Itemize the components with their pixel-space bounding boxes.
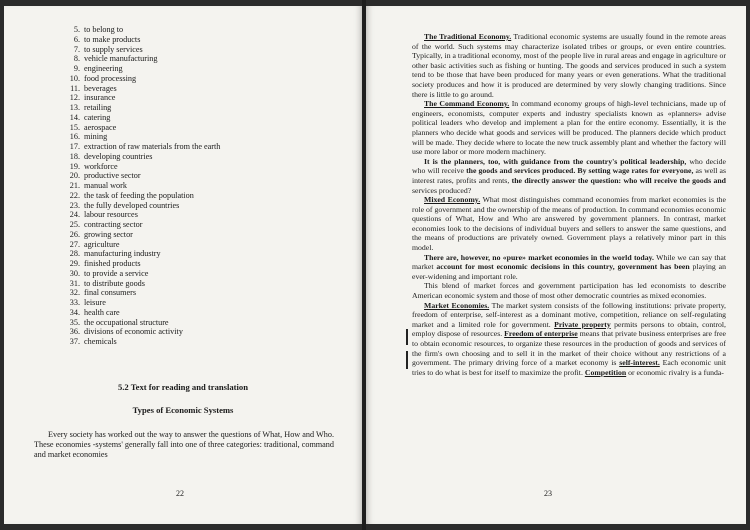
vocab-item — [66, 288, 220, 298]
page-number-left: 22 — [176, 489, 184, 498]
vocab-text: vehicle manufacturing — [84, 54, 158, 64]
vocab-text: aerospace — [84, 122, 117, 132]
term-command-economy: The Command Economy. — [424, 99, 510, 109]
vocab-text: workforce — [84, 161, 118, 171]
vocab-item — [66, 201, 220, 211]
vocab-text: leisure — [84, 298, 106, 307]
vocab-item — [66, 132, 220, 142]
vocab-item — [66, 64, 220, 74]
vocab-text: to belong to — [84, 25, 124, 34]
vocab-item — [66, 220, 220, 230]
term-mixed-economy: Mixed Economy. — [424, 195, 481, 205]
paragraph-mixed — [412, 195, 726, 253]
vocab-text: insurance — [84, 93, 116, 103]
paragraph-text: The market system consists of the following institutions: private property, freedom of enterprise, self-interest as a dominant motive, competition, reliance on self-regulating market and a limited role for government. — [412, 300, 726, 329]
vocab-number: 18. — [69, 151, 80, 161]
bold-text: There are, however, no «pure» market economies in the world today. — [424, 252, 654, 262]
vocab-number: 34. — [69, 307, 80, 317]
vocab-item — [66, 181, 220, 191]
paragraph-planners — [412, 157, 726, 195]
paragraph-text: In command economy groups of high-level technicians, made up of engineers, economists, computer experts and industry specialists known as «planners» advise political leaders who develop and implement a plan for the entire economy. Essentially, it is the planners who decide what goods and services will be produced. The planners decide which product will be made. They decide where to locate the new truck assembly plant and whether the factory will use more labor or more modern machinery. — [412, 99, 727, 157]
vocab-text: food processing — [84, 73, 137, 83]
vocab-item — [66, 74, 220, 84]
vocab-number: 17. — [69, 142, 80, 151]
bold-text: account for most economic decisions in this country, government has been — [436, 262, 690, 272]
vocab-number: 33. — [69, 298, 80, 307]
vocab-text: growing sector — [84, 229, 133, 239]
section-heading: 5.2 Text for reading and translation — [117, 382, 249, 392]
vocab-text: to supply services — [84, 44, 143, 54]
vocab-text: engineering — [84, 64, 123, 73]
vocab-number: 11. — [70, 83, 80, 93]
vocab-number: 32. — [69, 288, 80, 298]
vocab-number: 12. — [69, 93, 80, 103]
vocab-item — [66, 308, 220, 318]
vocab-number: 31. — [69, 278, 80, 288]
right-page — [366, 6, 746, 524]
vocab-number: 19. — [69, 161, 80, 171]
vocab-number: 16. — [69, 132, 80, 142]
vocab-text: to distribute goods — [84, 278, 145, 288]
paragraph-text: who decide who will receive — [412, 156, 726, 176]
vocab-number: 30. — [69, 268, 80, 278]
vocab-number: 25. — [69, 220, 80, 229]
vocab-text: chemicals — [84, 337, 117, 346]
vocab-item — [66, 152, 220, 162]
vocab-number: 7. — [73, 44, 80, 54]
vocabulary-list — [66, 25, 220, 347]
vocab-number: 23. — [69, 200, 80, 210]
paragraph-text: as well as interest rates, profits and rents, — [412, 166, 726, 185]
vocab-item — [66, 35, 220, 45]
vocab-number: 22. — [69, 190, 80, 200]
left-page — [4, 6, 362, 524]
text-title: Types of Economic Systems — [132, 405, 234, 415]
vocab-item — [66, 113, 220, 123]
bold-text: the goods and services produced. By setting wage rates for everyone, — [466, 166, 694, 176]
margin-mark — [406, 351, 408, 369]
paragraph-text: While we can say that market — [412, 252, 726, 272]
vocab-item — [66, 162, 220, 172]
paragraph-text: Traditional economic systems are usually found in the remote areas of the world. Such systems may characterize isolated tribes or groups, or even entire countries. Typically, in a traditional economy, most of the people live in rural areas and engage in agriculture or other basic activities such as fishing or hunting. The goods and services produced in such a system tend to be those that have been produced for many years or even generations. What the traditional society produces and how it is produced are determined by very slowly changing traditions. Since there is little to go around. — [412, 32, 726, 99]
paragraph-traditional — [412, 32, 726, 99]
vocab-text: manufacturing industry — [84, 249, 161, 259]
vocab-item — [66, 327, 220, 337]
term-traditional-economy: The Traditional Economy. — [424, 32, 512, 41]
vocab-text: extraction of raw materials from the earth — [84, 142, 221, 151]
vocab-number: 37. — [69, 337, 80, 346]
paragraph-market — [412, 301, 726, 378]
vocab-text: the occupational structure — [84, 317, 169, 327]
vocab-text: finished products — [84, 259, 141, 268]
vocab-text: divisions of economic activity — [84, 327, 183, 337]
paragraph-text: means that private business enterprises are free to obtain economic resources, to organize these resources in the production of goods and services of the firm's own choosing and to sell it in the market of their choice without any restrictions of a government. The primary driving force of a market economy is — [412, 329, 726, 368]
page-number-right: 23 — [544, 489, 552, 498]
vocab-text: to provide a service — [84, 268, 149, 278]
vocab-item — [66, 93, 220, 103]
vocab-number: 10. — [69, 73, 80, 83]
vocab-item — [66, 259, 220, 269]
vocab-item — [66, 54, 220, 64]
vocab-text: the fully developed countries — [84, 200, 180, 210]
vocab-number: 6. — [73, 34, 80, 44]
vocab-text: labour resources — [84, 210, 138, 220]
paragraph-command — [412, 99, 726, 157]
margin-mark — [406, 329, 408, 345]
vocab-number: 26. — [69, 229, 80, 239]
vocab-text: the task of feeding the population — [84, 190, 194, 200]
paragraph-text: services produced? — [412, 185, 472, 195]
vocab-text: beverages — [84, 83, 117, 93]
vocab-item — [66, 45, 220, 55]
vocab-item — [66, 279, 220, 289]
bold-text: the directly answer the question: who will receive the goods and — [511, 175, 726, 185]
vocab-item — [66, 337, 220, 347]
vocab-number: 36. — [69, 327, 80, 337]
intro-paragraph: Every society has worked out the way to answer the questions of What, How and Who. These economies -systems' generally fall into one of three categories: traditional, command and market economies — [34, 430, 334, 460]
term-freedom-of-enterprise: Freedom of enterprise — [504, 329, 578, 339]
vocab-text: agriculture — [84, 239, 120, 249]
vocab-number: 13. — [69, 103, 80, 112]
vocab-item — [66, 191, 220, 201]
vocab-number: 5. — [73, 25, 80, 34]
vocab-number: 27. — [69, 239, 80, 249]
vocab-number: 21. — [69, 181, 80, 190]
term-self-interest: self-interest. — [619, 358, 660, 368]
vocab-item — [66, 230, 220, 240]
vocab-number: 9. — [73, 64, 80, 73]
vocab-item — [66, 142, 220, 152]
paragraph-text: or economic rivalry is a funda- — [626, 367, 724, 377]
vocab-number: 24. — [69, 210, 80, 220]
vocab-number: 8. — [73, 54, 80, 64]
paragraph-blend: This blend of market forces and government participation has led economists to describe American economic system and those of most other democratic countries as mixed economies. — [412, 281, 726, 301]
vocab-item — [66, 25, 220, 35]
vocab-text: retailing — [84, 103, 112, 112]
vocab-number: 20. — [69, 171, 80, 181]
vocab-number: 15. — [69, 122, 80, 132]
paragraph-text: What most distinguishes command economies from market economies is the role of government and the ownership of the means of production. In command economies economic questions of What, How and Who are answered by government planners. In contrast, market economies look to the decisions of individual buyers and sellers to answer the same questions, and the means of productions are privately owned. Government plays a relatively minor part in this model. — [412, 195, 726, 253]
vocab-item — [66, 269, 220, 279]
vocab-text: developing countries — [84, 151, 153, 161]
vocab-text: manual work — [84, 181, 127, 190]
vocab-number: 14. — [69, 112, 80, 122]
vocab-text: catering — [84, 112, 111, 122]
paragraph-text: playing an ever-widening and important role. — [412, 262, 726, 281]
paragraph-text: permits persons to obtain, control, employ dispose of resources. — [412, 319, 726, 339]
term-private-property: Private property — [554, 319, 611, 329]
vocab-number: 28. — [69, 249, 80, 259]
vocab-item — [66, 84, 220, 94]
term-market-economies: Market Economies. — [424, 300, 490, 310]
paragraph-pure-market — [412, 253, 726, 282]
vocab-text: health care — [84, 307, 120, 317]
term-competition: Competition — [584, 367, 627, 377]
paragraph-text: Each economic unit tries to do what is best for itself to maximize the profit. — [412, 358, 726, 377]
bold-text: It is the planners, too, with guidance from the country's political leadership, — [424, 156, 687, 166]
vocab-item — [66, 240, 220, 250]
vocab-text: to make products — [84, 34, 141, 44]
article-body — [412, 32, 726, 377]
vocab-item — [66, 103, 220, 113]
vocab-item — [66, 249, 220, 259]
vocab-number: 35. — [69, 317, 80, 327]
vocab-number: 29. — [69, 259, 80, 268]
vocab-item — [66, 210, 220, 220]
vocab-item — [66, 171, 220, 181]
vocab-item — [66, 298, 220, 308]
vocab-text: contracting sector — [84, 220, 143, 229]
vocab-item — [66, 123, 220, 133]
vocab-text: final consumers — [84, 288, 137, 298]
vocab-text: mining — [84, 132, 108, 142]
vocab-item — [66, 318, 220, 328]
vocab-text: productive sector — [84, 171, 141, 181]
